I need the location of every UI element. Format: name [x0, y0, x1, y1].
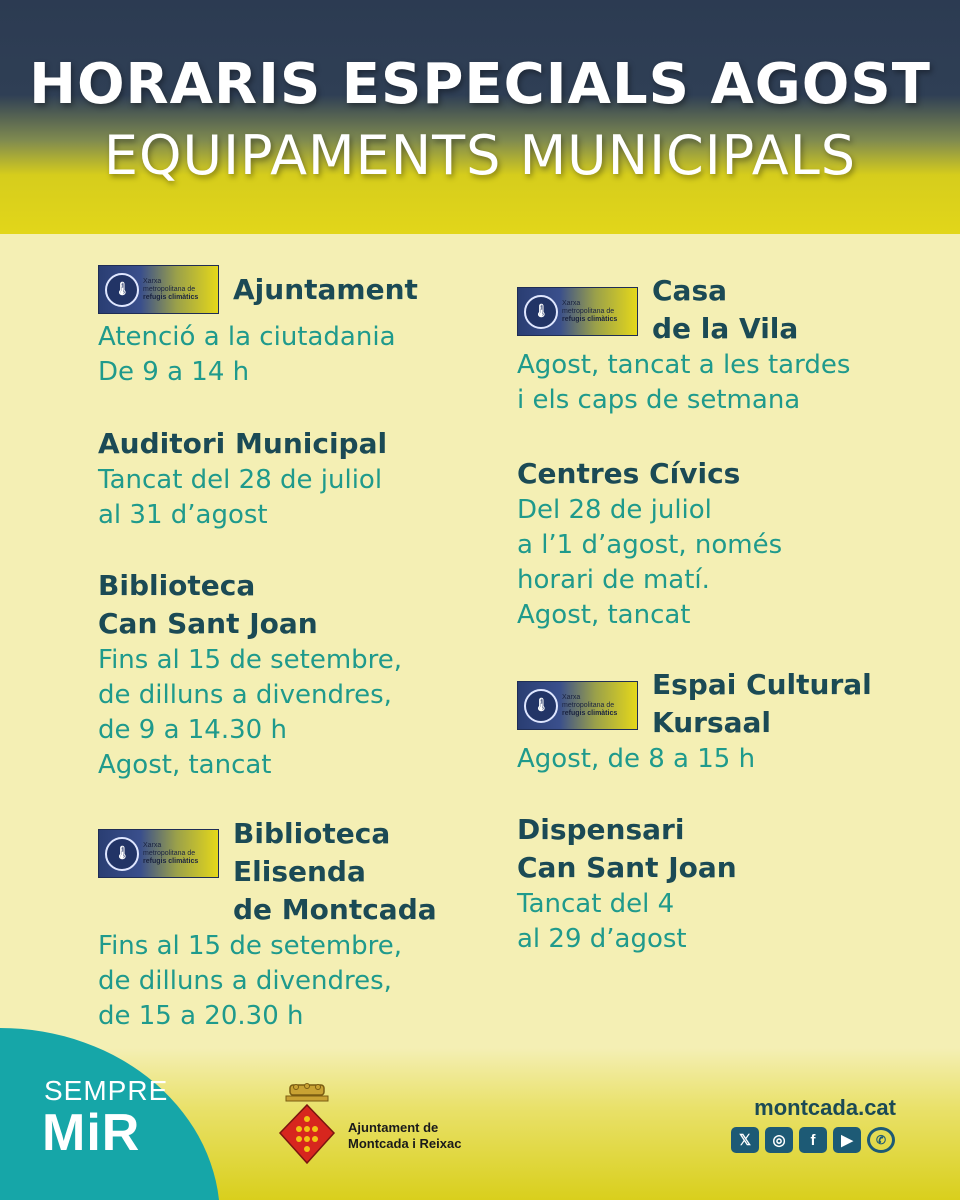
youtube-icon[interactable]: ▶: [833, 1127, 861, 1153]
sempre-logo-text: SEMPRE: [44, 1075, 169, 1106]
instagram-icon[interactable]: ◎: [765, 1127, 793, 1153]
facebook-icon[interactable]: f: [799, 1127, 827, 1153]
entry-detail: Fins al 15 de setembre,: [98, 931, 403, 961]
entry-detail: de dilluns a divendres,: [98, 966, 392, 996]
title-line-2: EQUIPAMENTS MUNICIPALS: [103, 124, 857, 187]
ajuntament-logo-line-2: Montcada i Reixac: [348, 1136, 462, 1151]
entry-detail: Del 28 de juliol: [517, 495, 712, 525]
entry-auditori-municipal: [98, 425, 498, 533]
entry-name: Dispensari: [517, 813, 685, 846]
entry-name: Centres Cívics: [517, 457, 741, 490]
entry-name: Biblioteca: [98, 569, 256, 602]
thermometer-person-icon: 🌡: [524, 689, 558, 723]
entry-detail: a l’1 d’agost, només: [517, 530, 783, 560]
thermometer-person-icon: 🌡: [105, 273, 139, 307]
entry-name: Ajuntament: [233, 273, 418, 306]
entry-name: Espai Cultural: [652, 668, 872, 701]
climate-refuge-badge: [517, 681, 638, 730]
badge-line-1: Xarxa: [562, 299, 581, 307]
badge-line-3: refugis climàtics: [143, 293, 199, 301]
whatsapp-icon[interactable]: ✆: [867, 1127, 895, 1153]
entry-detail: Agost, de 8 a 15 h: [517, 744, 756, 774]
entry-name: Elisenda: [233, 855, 366, 888]
climate-refuge-badge: [517, 287, 638, 336]
entry-detail: horari de matí.: [517, 565, 710, 595]
social-links: [731, 1127, 895, 1153]
entry-detail: De 9 a 14 h: [98, 357, 250, 387]
entry-ajuntament: [98, 265, 498, 390]
entry-detail: Agost, tancat: [517, 600, 691, 630]
entry-detail: de 9 a 14.30 h: [98, 715, 287, 745]
ajuntament-logo-line-1: Ajuntament de: [348, 1120, 439, 1135]
entry-name: Kursaal: [652, 706, 771, 739]
badge-line-2: metropolitana de: [562, 701, 615, 709]
entry-espai-cultural-kursaal: [517, 666, 937, 777]
entry-casa-de-la-vila: [517, 272, 937, 418]
x-icon[interactable]: 𝕏: [731, 1127, 759, 1153]
badge-line-2: metropolitana de: [143, 849, 196, 857]
badge-line-2: metropolitana de: [143, 285, 196, 293]
entry-detail: Agost, tancat a les tardes: [517, 350, 851, 380]
municipal-crest-icon: [276, 1083, 338, 1165]
title-line-1: HORARIS ESPECIALS AGOST: [29, 52, 931, 117]
entry-name: Auditori Municipal: [98, 427, 388, 460]
climate-refuge-badge: [98, 265, 219, 314]
entry-name: Casa: [652, 274, 728, 307]
entry-name: Biblioteca: [233, 817, 391, 850]
badge-line-1: Xarxa: [562, 693, 581, 701]
entry-detail: al 29 d’agost: [517, 924, 687, 954]
entry-biblioteca-elisenda: [98, 815, 498, 1034]
entry-detail: de 15 a 20.30 h: [98, 1001, 304, 1031]
entry-detail: Fins al 15 de setembre,: [98, 645, 403, 675]
entry-detail: Atenció a la ciutadania: [98, 322, 396, 352]
badge-line-2: metropolitana de: [562, 307, 615, 315]
climate-refuge-badge: [98, 829, 219, 878]
entry-detail: de dilluns a divendres,: [98, 680, 392, 710]
entry-name: Can Sant Joan: [517, 851, 737, 884]
entry-name: de la Vila: [652, 312, 799, 345]
thermometer-person-icon: 🌡: [105, 837, 139, 871]
entry-biblioteca-can-sant-joan: [98, 567, 498, 783]
badge-line-1: Xarxa: [143, 841, 162, 849]
header-banner: [0, 0, 960, 234]
entry-detail: i els caps de setmana: [517, 385, 801, 415]
entry-centres-civics: [517, 455, 937, 633]
entry-detail: al 31 d’agost: [98, 500, 268, 530]
entry-detail: Tancat del 28 de juliol: [98, 465, 383, 495]
entry-name: Can Sant Joan: [98, 607, 318, 640]
entry-dispensari-can-sant-joan: [517, 811, 937, 957]
mir-logo-text: MiR: [42, 1104, 141, 1162]
badge-line-1: Xarxa: [143, 277, 162, 285]
badge-line-3: refugis climàtics: [143, 857, 199, 865]
ajuntament-logo-text: [348, 1120, 461, 1152]
thermometer-person-icon: 🌡: [524, 295, 558, 329]
entry-detail: Agost, tancat: [98, 750, 272, 780]
badge-line-3: refugis climàtics: [562, 315, 618, 323]
website-link[interactable]: montcada.cat: [754, 1095, 896, 1120]
entry-detail: Tancat del 4: [517, 889, 675, 919]
entry-name: de Montcada: [233, 893, 437, 926]
badge-line-3: refugis climàtics: [562, 709, 618, 717]
